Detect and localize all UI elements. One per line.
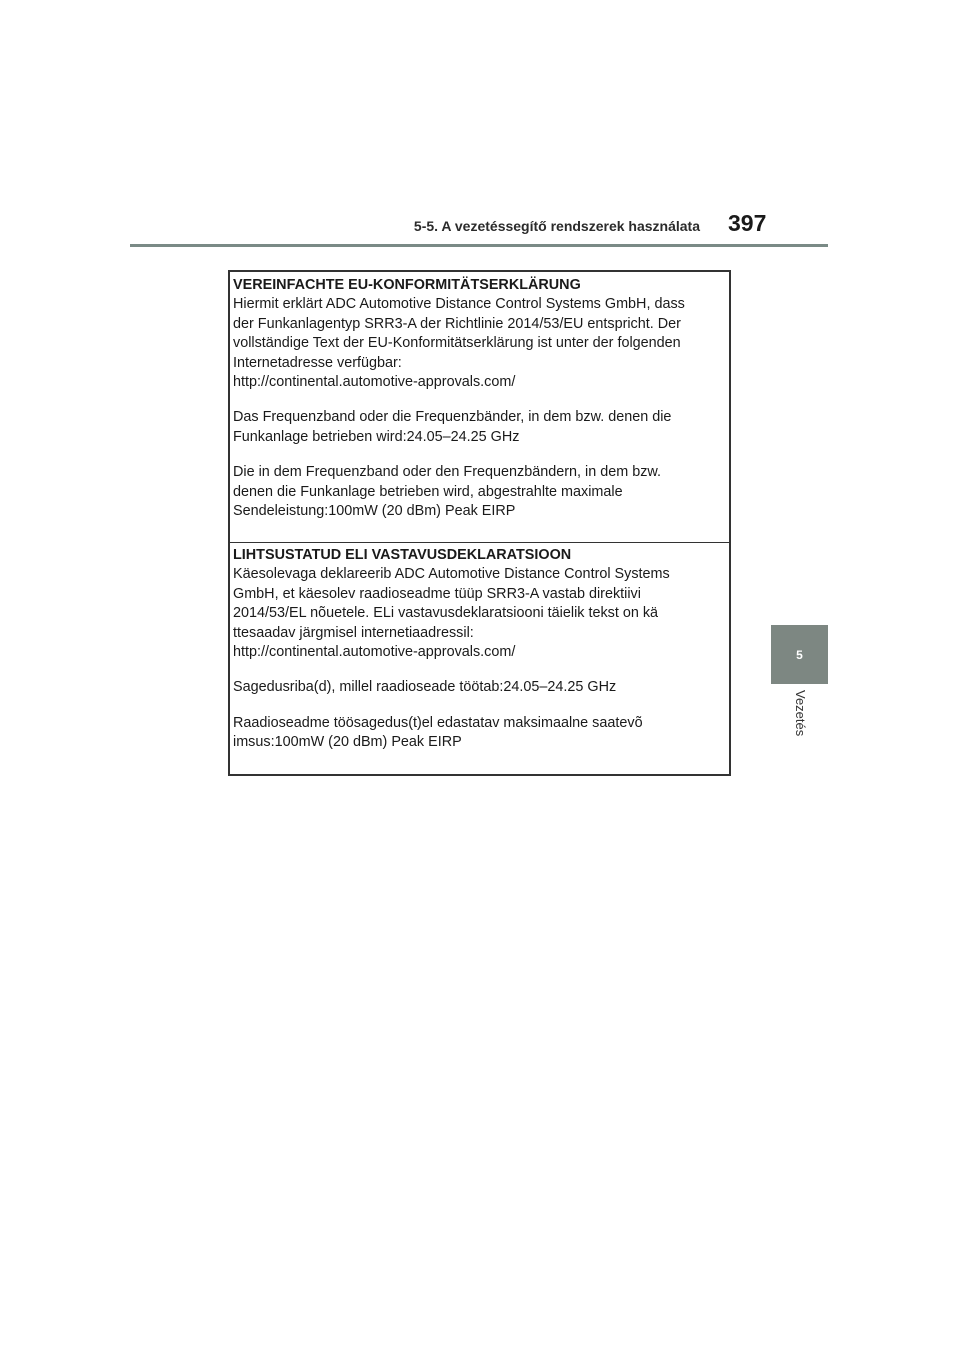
german-heading: VEREINFACHTE EU-KONFORMITÄTSERKLÄRUNG bbox=[233, 277, 581, 293]
german-frequency bbox=[233, 408, 729, 447]
section-title: 5-5. A vezetéssegítő rendszerek használata bbox=[413, 218, 700, 234]
estonian-heading: LIHTSUSTATUD ELI VASTAVUSDEKLARATSIOON bbox=[233, 547, 572, 563]
estonian-statement-line: GmbH, et käesolev raadioseadme tüüp SRR3-A vastab direktiivi bbox=[233, 585, 641, 602]
german-frequency-line: Das Frequenzband oder die Frequenzbänder, in dem bzw. denen die bbox=[233, 409, 672, 426]
german-url: http://continental.automotive-approvals.com/ bbox=[233, 374, 516, 391]
estonian-statement bbox=[233, 565, 729, 662]
estonian-frequency bbox=[233, 678, 729, 697]
chapter-number: 5 bbox=[796, 647, 803, 662]
german-power-line: Die in dem Frequenzband oder den Frequenzbändern, in dem bzw. bbox=[233, 464, 661, 481]
german-declaration bbox=[230, 272, 729, 543]
estonian-frequency-line: Sagedusriba(d), millel raadioseade töötab:24.05–24.25 GHz bbox=[233, 679, 617, 696]
estonian-statement-line: ttesaadav järgmisel internetiaadressil: bbox=[233, 624, 474, 641]
estonian-url: http://continental.automotive-approvals.com/ bbox=[233, 644, 516, 661]
german-power-line: denen die Funkanlage betrieben wird, abgestrahlte maximale bbox=[233, 483, 623, 500]
page-number: 397 bbox=[728, 210, 767, 236]
german-statement-line: vollständige Text der EU-Konformitätserklärung ist unter der folgenden bbox=[233, 335, 681, 352]
german-power bbox=[233, 463, 729, 521]
declaration-box bbox=[228, 270, 731, 776]
estonian-power-line: Raadioseadme töösagedus(t)el edastatav maksimaalne saatevõ bbox=[233, 714, 643, 731]
german-statement-line: der Funkanlagentyp SRR3-A der Richtlinie 2014/53/EU entspricht. Der bbox=[233, 315, 681, 332]
estonian-power bbox=[233, 714, 729, 753]
german-power-line: Sendeleistung:100mW (20 dBm) Peak EIRP bbox=[233, 503, 516, 520]
estonian-power-line: imsus:100mW (20 dBm) Peak EIRP bbox=[233, 734, 462, 751]
german-statement-line: Internetadresse verfügbar: bbox=[233, 354, 402, 371]
estonian-statement-line: Käesolevaga deklareerib ADC Automotive Distance Control Systems bbox=[233, 566, 670, 583]
german-statement bbox=[233, 295, 729, 392]
german-statement-line: Hiermit erklärt ADC Automotive Distance Control Systems GmbH, dass bbox=[233, 296, 685, 313]
german-frequency-line: Funkanlage betrieben wird:24.05–24.25 GHz bbox=[233, 428, 520, 445]
chapter-tab bbox=[771, 625, 828, 684]
chapter-label: Vezetés bbox=[793, 690, 808, 737]
estonian-statement-line: 2014/53/EL nõuetele. ELi vastavusdeklaratsiooni täielik tekst on kä bbox=[233, 605, 659, 622]
estonian-declaration bbox=[230, 543, 729, 753]
header-divider bbox=[130, 244, 828, 247]
